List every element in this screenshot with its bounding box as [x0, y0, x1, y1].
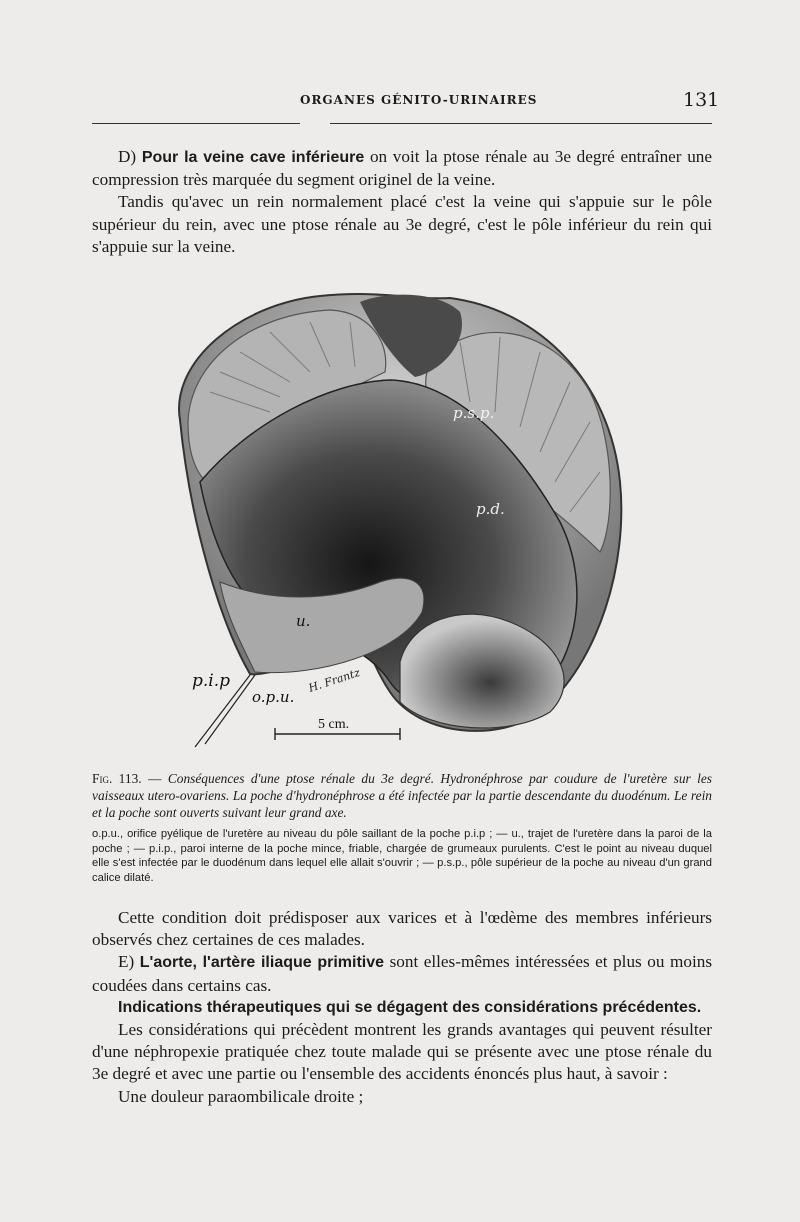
section-d	[92, 146, 712, 258]
section-e-marker: E)	[118, 952, 135, 972]
label-psp: p.s.p.	[453, 404, 495, 422]
label-u: u.	[296, 612, 311, 630]
paragraph-considerations: Les considérations qui précèdent montrent les grands avantages qui peuvent résulter d'une néphropexie pratiquée chez toute malade qui se présente avec une ptose rénale du 3e degré et avec une partie ou l'ensemble des accidents énoncés plus haut, à savoir :	[92, 1020, 712, 1084]
section-e-subject: L'aorte, l'artère iliaque primitive	[139, 954, 385, 972]
section-heading: Indications thérapeutiques qui se dégagent des considérations précédentes.	[118, 998, 702, 1016]
caption-label: Fig. 113. —	[92, 771, 162, 786]
label-pd: p.d.	[476, 500, 505, 518]
kidney-illustration	[160, 282, 640, 762]
section-d-text: on voit la ptose rénale au 3e degré entraîner une compression très marquée du segment originel de la veine.	[92, 147, 713, 190]
page-number: 131	[683, 89, 720, 111]
paragraph-varices: Cette condition doit prédisposer aux varices et à l'œdème des membres inférieurs observés chez certaines de ces malades.	[92, 908, 712, 950]
paragraph-d-2: Tandis qu'avec un rein normalement placé c'est la veine qui s'appuie sur le pôle supérieur du rein, avec une ptose rénale au 3e degré, c'est le pôle inférieur du rein qui s'appuie sur la veine.	[92, 192, 712, 256]
artist-signature: H. Frantz	[306, 666, 362, 695]
body-text	[92, 907, 712, 1108]
scale-label: 5 cm.	[318, 717, 350, 732]
paragraph-douleur: Une douleur paraombilicale droite ;	[118, 1086, 364, 1106]
caption-text: Conséquences d'une ptose rénale du 3e degré. Hydronéphrose par coudure de l'uretère sur les vaisseaux utero-ovariens. La poche d'hydronéphrose a été infectée par la partie descendante du duodénum. Le rein et la poche sont ouverts suivant leur grand axe.	[92, 771, 712, 820]
label-pip: p.i.p	[192, 671, 231, 691]
figure-caption	[92, 770, 712, 821]
running-title: ORGANES GÉNITO-URINAIRES	[300, 93, 538, 107]
paragraph-d	[92, 146, 712, 191]
figure-legend: o.p.u., orifice pyélique de l'uretère au niveau du pôle saillant de la poche p.i.p ; — u., trajet de l'uretère dans la paroi de la poche ; — p.i.p., paroi interne de la poche mince, friable, chargée de grumeaux purulents. C'est le point au niveau duquel elle s'est infectée par le duodénum dans lequel elle allait s'ouvrir ; — p.s.p., pôle supérieur de la poche au niveau d'un grand calice dilaté.	[92, 828, 712, 884]
header-rule-left	[92, 123, 300, 124]
section-e-text: sont elles-mêmes intéressées et plus ou moins coudées dans certains cas.	[92, 952, 713, 995]
section-d-subject: Pour la veine cave inférieure	[141, 149, 365, 166]
section-d-marker: D)	[118, 147, 137, 166]
header-rule-right	[330, 123, 712, 124]
paragraph-e	[92, 951, 712, 996]
running-head	[0, 89, 800, 113]
label-opu: o.p.u.	[252, 688, 295, 706]
